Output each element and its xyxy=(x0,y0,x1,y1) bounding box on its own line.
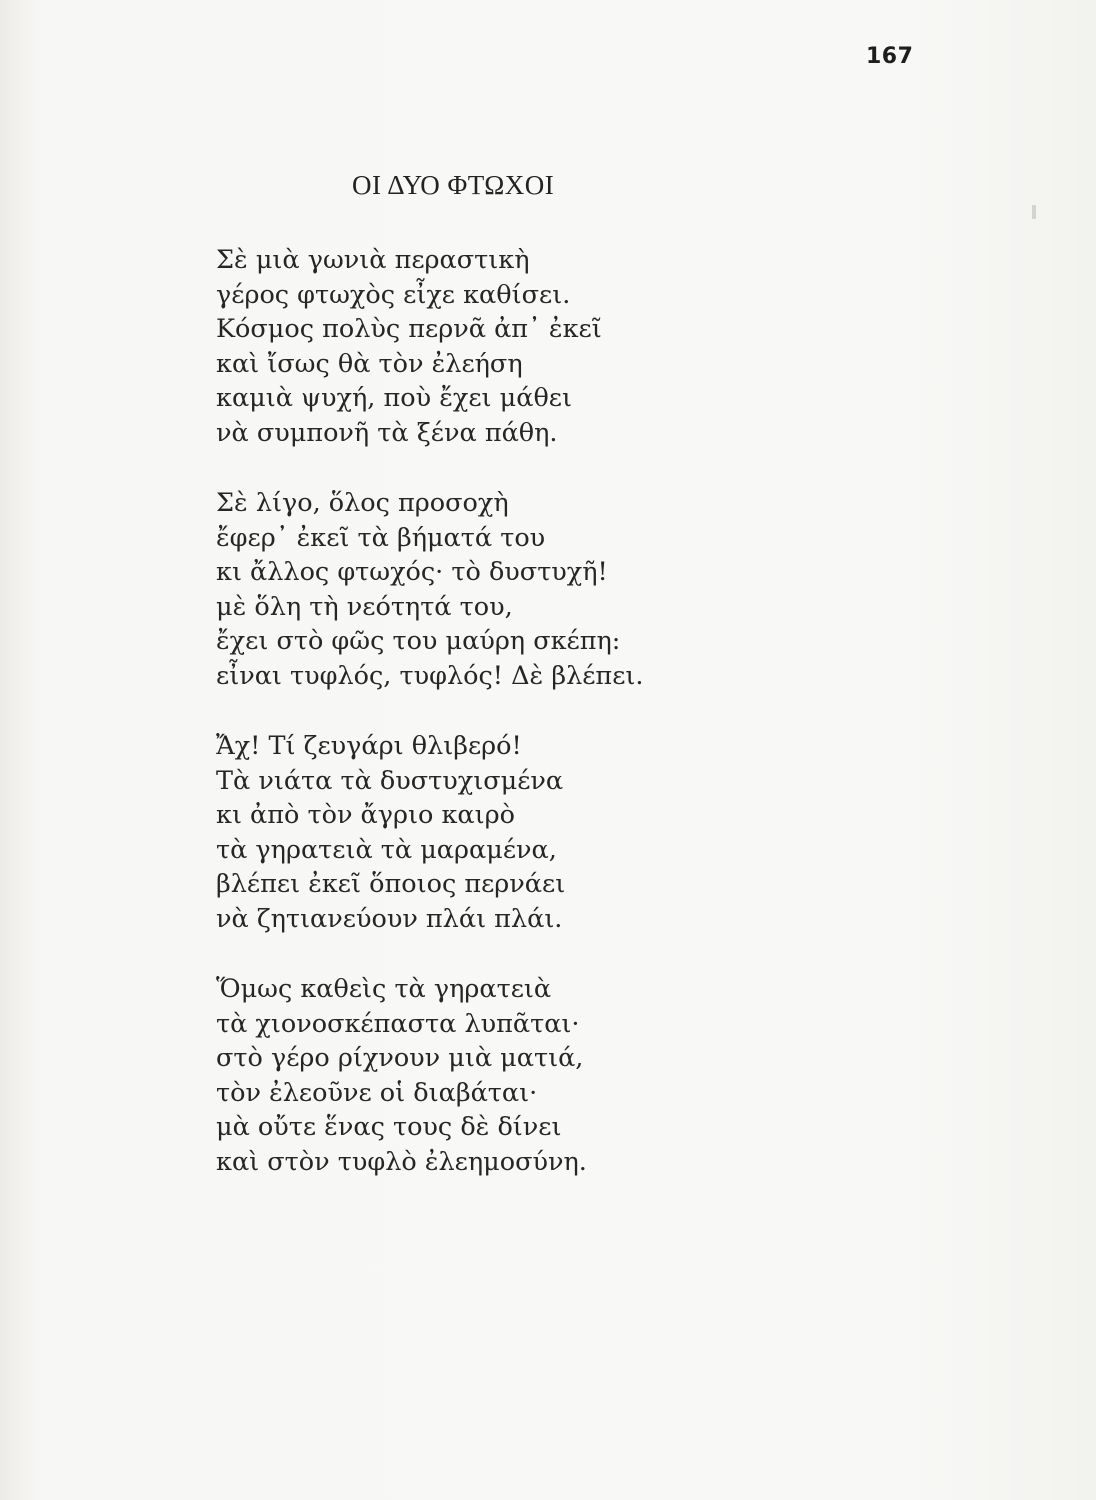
poem-line: Τὰ νιάτα τὰ δυστυχισμένα xyxy=(216,765,564,796)
poem-line: Σὲ λίγο, ὅλος προσοχὴ xyxy=(216,488,509,518)
poem-line: κι ἄλλος φτωχός· τὸ δυστυχῆ! xyxy=(216,557,608,587)
poem-line: στὸ γέρο ρίχνουν μιὰ ματιά, xyxy=(216,1043,584,1073)
page-number: 167 xyxy=(866,44,914,69)
poem-line: νὰ ζητιανεύουν πλάι πλάι. xyxy=(216,903,563,934)
poem-line: Κόσμος πολὺς περνᾶ ἀπ᾽ ἐκεῖ xyxy=(216,314,602,344)
poem-line: ἔφερ᾽ ἐκεῖ τὰ βήματά του xyxy=(216,522,546,553)
poem-body xyxy=(216,243,916,1179)
poem-line: μὲ ὅλη τὴ νεότητά του, xyxy=(216,591,513,622)
stanza-2 xyxy=(216,486,916,693)
poem-line: μὰ οὔτε ἕνας τους δὲ δίνει xyxy=(216,1112,562,1142)
poem-line: γέρος φτωχὸς εἶχε καθίσει. xyxy=(216,279,571,310)
poem-line: τὰ γηρατειὰ τὰ μαραμένα, xyxy=(216,834,557,865)
poem-line: Ἄχ! Τί ζευγάρι θλιβερό! xyxy=(216,731,522,761)
poem-line: νὰ συμπονῆ τὰ ξένα πάθη. xyxy=(216,417,558,448)
poem-line: ἔχει στὸ φῶς του μαύρη σκέπη: xyxy=(216,626,621,656)
poem-line: Ὅμως καθεὶς τὰ γηρατειὰ xyxy=(216,974,552,1004)
poem-line: τὰ χιονοσκέπαστα λυπᾶται· xyxy=(216,1008,580,1039)
stanza-4 xyxy=(216,972,916,1179)
stanza-1 xyxy=(216,243,916,450)
poem-line: καὶ ἴσως θὰ τὸν ἐλεήση xyxy=(216,348,523,379)
scan-mark xyxy=(1032,205,1036,219)
poem-line: εἶναι τυφλός, τυφλός! Δὲ βλέπει. xyxy=(216,660,644,691)
poem-title: ΟΙ ΔΥΟ ΦΤΩΧΟΙ xyxy=(352,170,555,200)
poem-line: βλέπει ἐκεῖ ὅποιος περνάει xyxy=(216,869,566,899)
stanza-3 xyxy=(216,729,916,936)
poem-line: κι ἀπὸ τὸν ἄγριο καιρὸ xyxy=(216,800,515,830)
poem-line: καμιὰ ψυχή, ποὺ ἔχει μάθει xyxy=(216,383,573,413)
poem-line: τὸν ἐλεοῦνε οἱ διαβάται· xyxy=(216,1077,538,1108)
poem-line: Σὲ μιὰ γωνιὰ περαστικὴ xyxy=(216,245,530,275)
poem-line: καὶ στὸν τυφλὸ ἐλεημοσύνη. xyxy=(216,1146,587,1177)
